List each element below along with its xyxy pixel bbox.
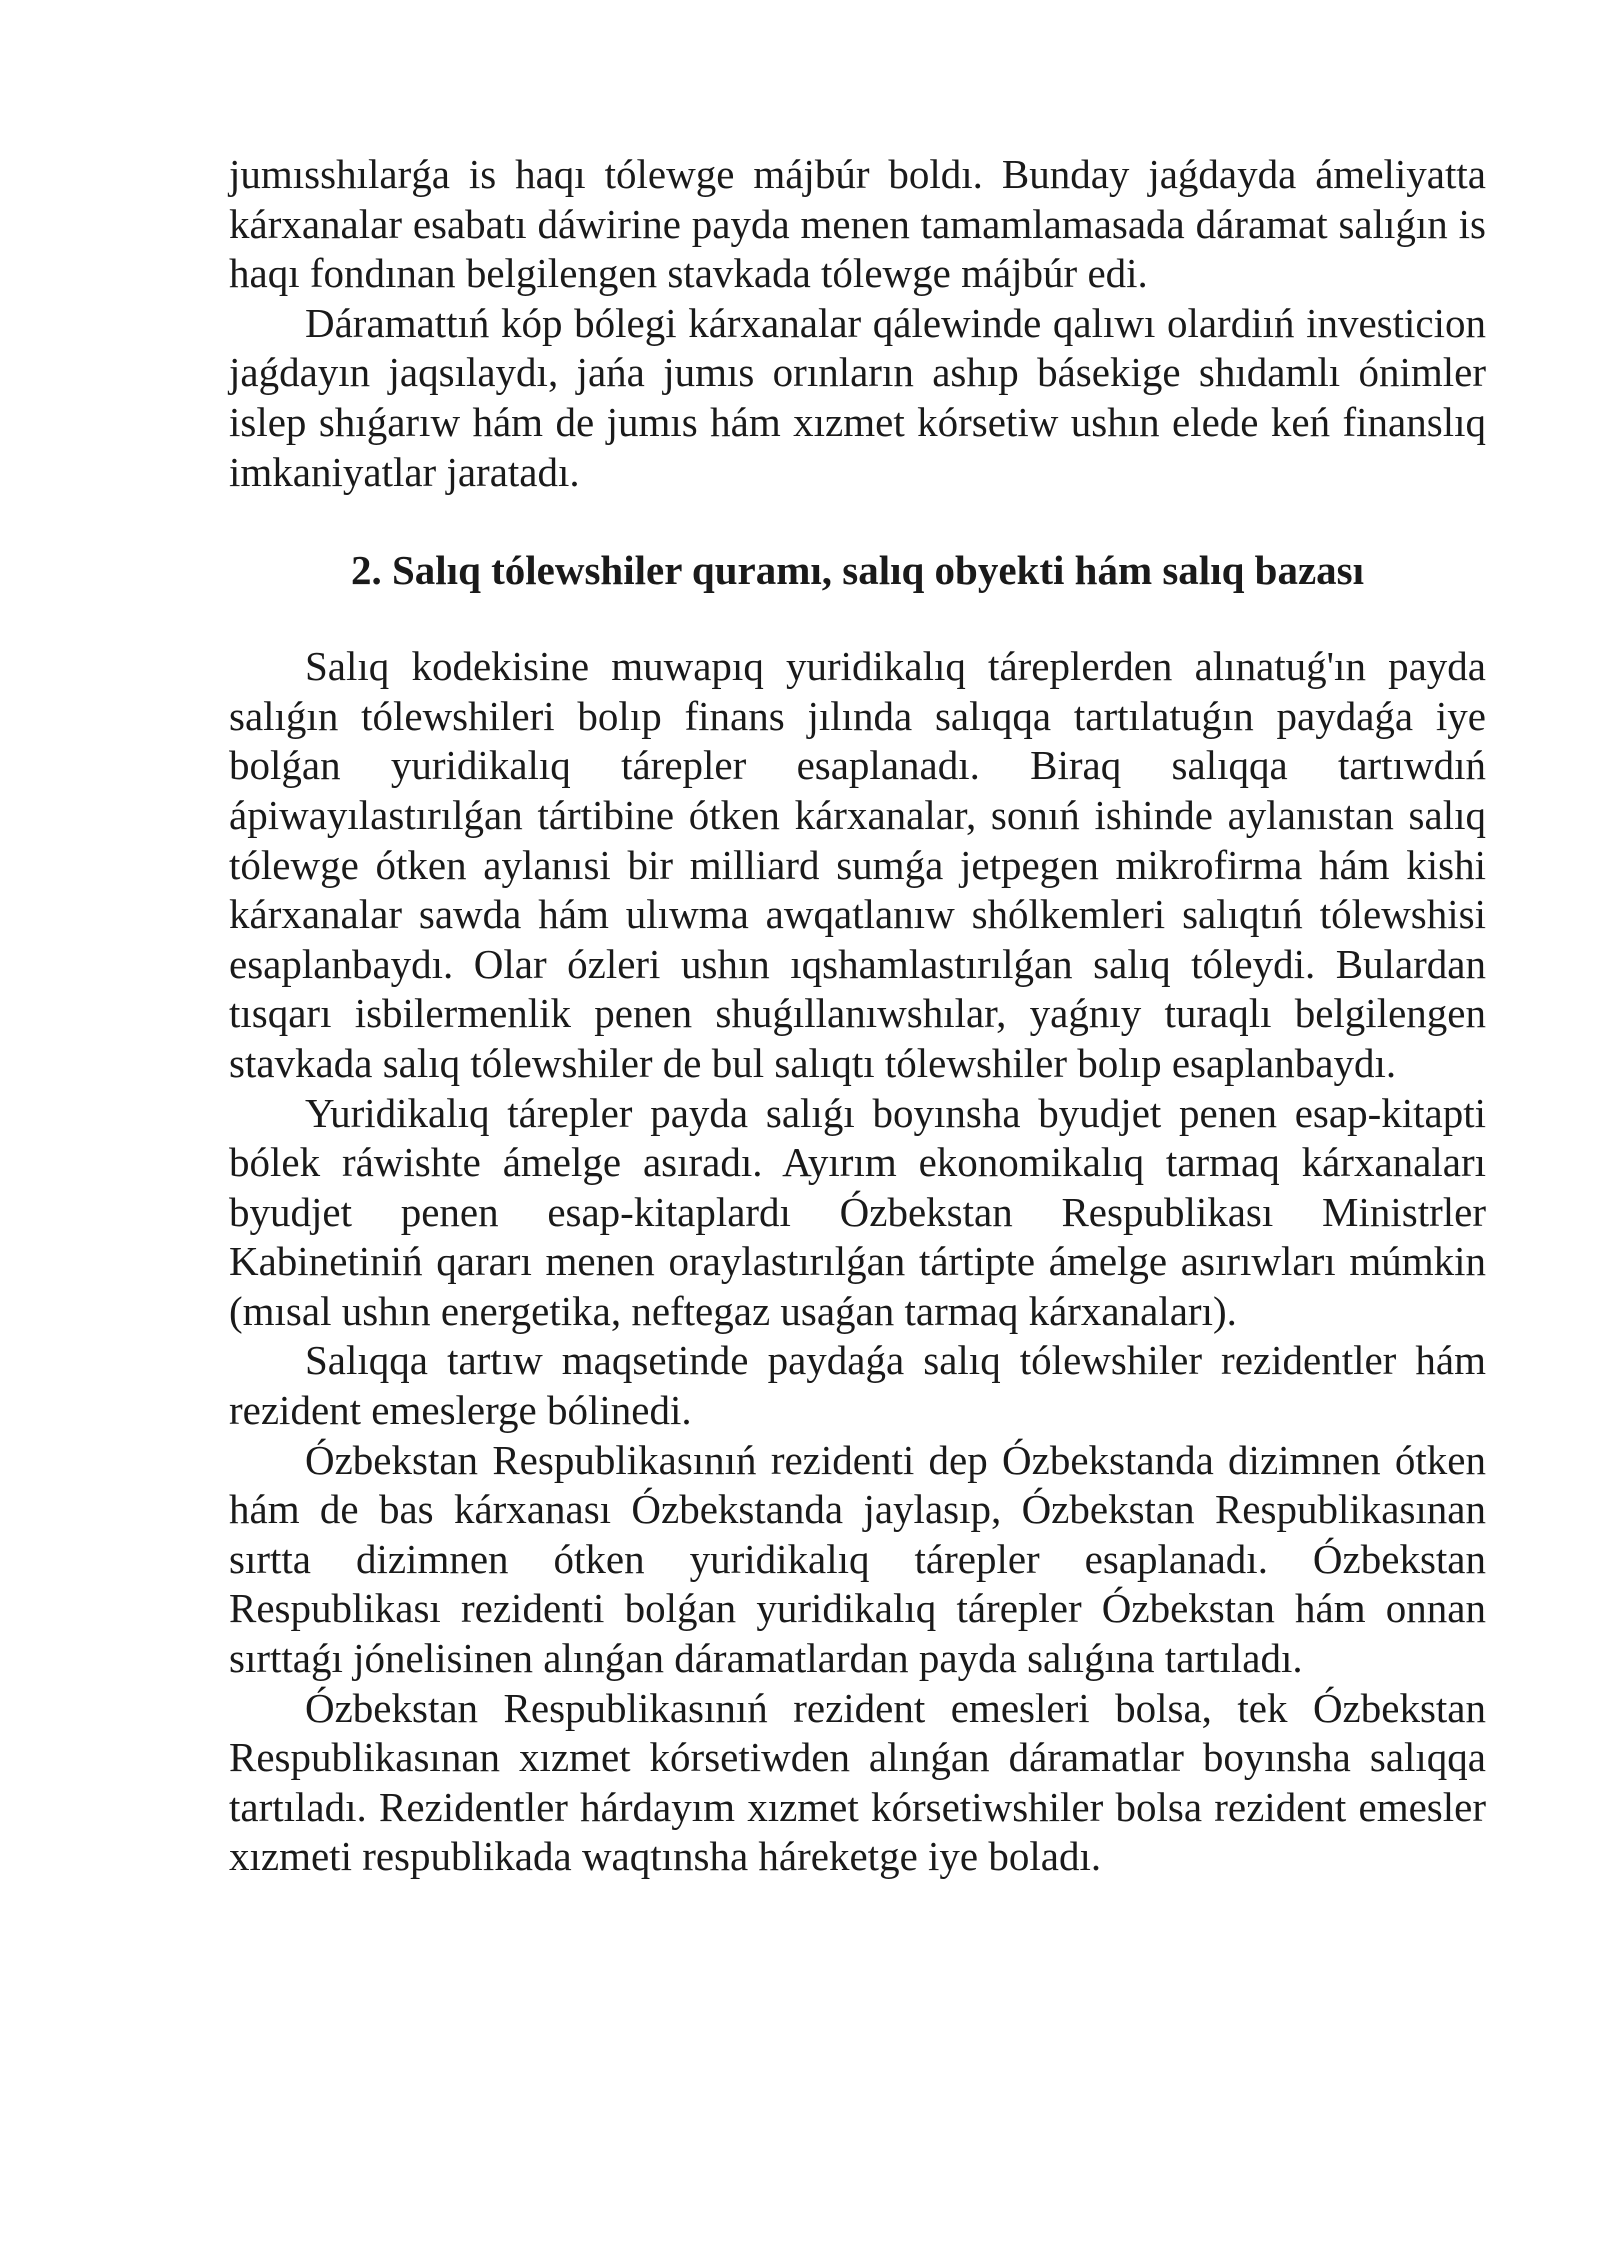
paragraph: Ózbekstan Respublikasınıń rezident emesleri bolsa, tek Ózbekstan Respublikasınan xızmet kórsetiwden alınǵan dáramatlar boyınsha salıqqa tartıladı. Rezidentler hárdayım xızmet kórsetiwshiler bolsa rezident emesler xızmeti respublikada waqtınsha háreketge iye boladı. xyxy=(229,1684,1486,1880)
paragraph: Ózbekstan Respublikasınıń rezidenti dep Ózbekstanda dizimnen ótken hám de bas kárxanası Ózbekstanda jaylasıp, Ózbekstan Respublikasınan sırtta dizimnen ótken yuridikalıq tárepler esaplanadı. Ózbekstan Respublikası rezidenti bolǵan yuridikalıq tárepler Ózbekstan hám onnan sırttaǵı jónelisinen alınǵan dáramatlardan payda salıǵına tartıladı. xyxy=(229,1436,1486,1682)
paragraph: Salıqqa tartıw maqsetinde paydaǵa salıq tólewshiler rezidentler hám rezident emeslerge bólinedi. xyxy=(229,1337,1486,1434)
paragraph: Dáramattıń kóp bólegi kárxanalar qálewinde qalıwı olardiıń investicion jaǵdayın jaqsılaydı, jańa jumıs orınların ashıp básekige shıdamlı ónimler islep shıǵarıw hám de jumıs hám xızmet kórsetiw ushın elede keń finanslıq imkaniyatlar jaratadı. xyxy=(229,299,1486,495)
paragraph-continued: jumısshılarǵa is haqı tólewge májbúr boldı. Bunday jaǵdayda ámeliyatta kárxanalar esabatı dáwirine payda menen tamamlamasada dáramat salıǵın is haqı fondınan belgilengen stavkada tólewge májbúr edi. xyxy=(229,151,1486,297)
section-heading: 2. Salıq tólewshiler quramı, salıq obyekti hám salıq bazası xyxy=(350,547,1364,594)
paragraph: Salıq kodekisine muwapıq yuridikalıq táreplerden alınatuǵ'ın payda salıǵın tólewshileri bolıp finans jılında salıqqa tartılatuǵın paydaǵa iye bolǵan yuridikalıq tárepler esaplanadı. Biraq salıqqa tartıwdıń ápiwayılastırılǵan tártibine ótken kárxanalar, sonıń ishinde aylanıstan salıq tólewge ótken aylanısi bir milliard sumǵa jetpegen mikrofirma hám kishi kárxanalar sawda hám ulıwma awqatlanıw shólkemleri salıqtıń tólewshisi esaplanbaydı. Olar ózleri ushın ıqshamlastırılǵan salıq tóleydi. Bulardan tısqarı isbilermenlik penen shuǵıllanıwshılar, yaǵnıy turaqlı belgilengen stavkada salıq tólewshiler de bul salıqtı tólewshiler bolıp esaplanbaydı. xyxy=(229,643,1486,1086)
paragraph: Yuridikalıq tárepler payda salıǵı boyınsha byudjet penen esap-kitapti bólek ráwishte ámelge asıradı. Ayırım ekonomikalıq tarmaq kárxanaları byudjet penen esap-kitaplardı Ózbekstan Respublikası Ministrler Kabinetiniń qararı menen oraylastırılǵan tártipte ámelge asırıwları múmkin (mısal ushın energetika, neftegaz usaǵan tarmaq kárxanaları). xyxy=(229,1089,1486,1334)
document-page xyxy=(229,150,1486,1882)
